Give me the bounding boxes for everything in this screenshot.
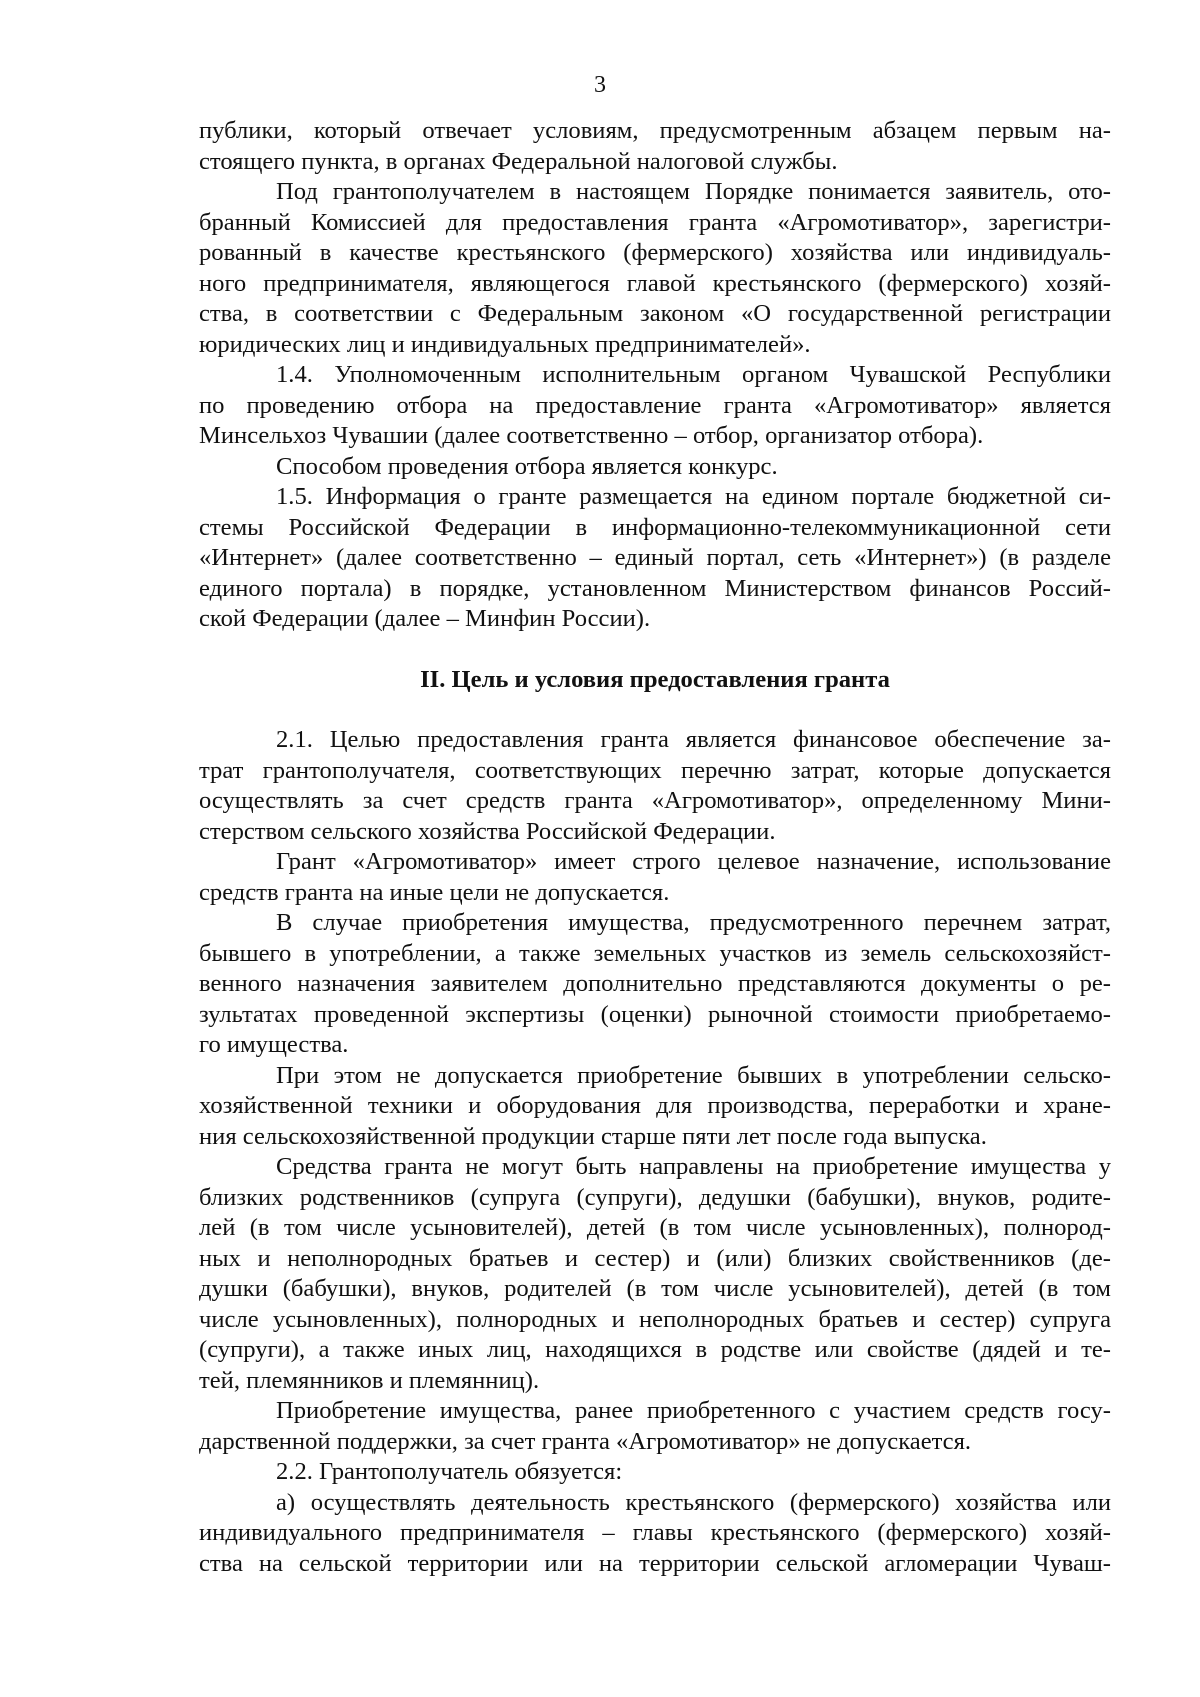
text-line: рованный в качестве крестьянского (фермерского) хозяйства или индивидуаль- (199, 239, 1111, 266)
text-line: ства на сельской территории или на территории сельской агломерации Чуваш- (199, 1549, 1111, 1577)
text-line: осуществлять за счет средств гранта «Агромотиватор», определенному Мини- (199, 787, 1111, 814)
text-line: близких родственников (супруга (супруги), дедушки (бабушки), внуков, родите- (199, 1183, 1111, 1211)
text-line: душки (бабушки), внуков, родителей (в том числе усыновителей), детей (в том (199, 1275, 1111, 1302)
text-line: стоящего пункта, в органах Федеральной налоговой службы. (199, 147, 838, 175)
text-line: 2.1. Целью предоставления гранта является финансовое обеспечение за- (276, 726, 1111, 753)
text-line: ных и неполнородных братьев и сестер) и (или) близких свойственников (де- (199, 1244, 1111, 1272)
text-line: публики, который отвечает условиям, предусмотренным абзацем первым на- (199, 117, 1111, 144)
text-line: стемы Российской Федерации в информационно-телекоммуникационной сети (199, 513, 1111, 541)
text-line: 1.5. Информация о гранте размещается на едином портале бюджетной си- (276, 483, 1111, 510)
text-line: трат грантополучателя, соответствующих перечню затрат, которые допускается (199, 756, 1111, 784)
text-line: 2.2. Грантополучатель обязуется: (276, 1458, 623, 1485)
text-line: лей (в том числе усыновителей), детей (в том числе усыновленных), полнород- (199, 1214, 1111, 1241)
text-line: бранный Комиссией для предоставления гранта «Агромотиватор», зарегистри- (199, 208, 1111, 236)
text-line: бывшего в употреблении, а также земельных участков из земель сельскохозяйст- (199, 939, 1111, 967)
text-line: Приобретение имущества, ранее приобретенного с участием средств госу- (276, 1397, 1111, 1424)
text-line: го имущества. (199, 1031, 349, 1058)
text-line: ства, в соответствии с Федеральным законом «О государственной регистрации (199, 300, 1111, 327)
text-line: Способом проведения отбора является конкурс. (276, 452, 778, 480)
text-line: стерством сельского хозяйства Российской Федерации. (199, 817, 776, 845)
text-line: (супруги), а также иных лиц, находящихся в родстве или свойстве (дядей и те- (199, 1336, 1111, 1363)
text-line: При этом не допускается приобретение бывших в употреблении сельско- (276, 1061, 1111, 1089)
text-line: по проведению отбора на предоставление гранта «Агромотиватор» является (199, 391, 1111, 419)
text-line: а) осуществлять деятельность крестьянского (фермерского) хозяйства или (276, 1488, 1111, 1516)
text-line: индивидуального предпринимателя – главы крестьянского (фермерского) хозяй- (199, 1519, 1111, 1546)
text-line: ния сельскохозяйственной продукции старше пяти лет после года выпуска. (199, 1122, 987, 1150)
text-line: тей, племянников и племянниц). (199, 1366, 540, 1394)
text-line: венного назначения заявителем дополнительно представляются документы о ре- (199, 970, 1111, 997)
text-line: Минсельхоз Чувашии (далее соответственно – отбор, организатор отбора). (199, 422, 984, 449)
text-line: средств гранта на иные цели не допускается. (199, 878, 670, 906)
text-line: зультатах проведенной экспертизы (оценки) рыночной стоимости приобретаемо- (199, 1000, 1111, 1028)
text-line: «Интернет» (далее соответственно – единый портал, сеть «Интернет») (в разделе (199, 544, 1111, 571)
text-line: числе усыновленных), полнородных и неполнородных братьев и сестер) супруга (199, 1305, 1111, 1333)
text-line: единого портала) в порядке, установленном Министерством финансов Россий- (199, 574, 1111, 602)
text-line: дарственной поддержки, за счет гранта «Агромотиватор» не допускается. (199, 1427, 972, 1455)
text-line: В случае приобретения имущества, предусмотренного перечнем затрат, (276, 909, 1111, 936)
text-line: 1.4. Уполномоченным исполнительным органом Чувашской Республики (276, 361, 1111, 388)
text-line: юридических лиц и индивидуальных предпринимателей». (199, 330, 811, 358)
text-line: Под грантополучателем в настоящем Порядке понимается заявитель, ото- (276, 178, 1111, 205)
text-line: хозяйственной техники и оборудования для производства, переработки и хране- (199, 1092, 1111, 1119)
text-line: Средства гранта не могут быть направлены на приобретение имущества у (276, 1153, 1111, 1180)
text-line: Грант «Агромотиватор» имеет строго целевое назначение, использование (276, 848, 1111, 875)
text-line: ской Федерации (далее – Минфин России). (199, 605, 651, 632)
text-line: ного предпринимателя, являющегося главой крестьянского (фермерского) хозяй- (199, 269, 1111, 297)
page-number: 3 (594, 72, 606, 98)
section-heading: II. Цель и условия предоставления гранта (420, 665, 890, 693)
document-body (199, 116, 1111, 1579)
